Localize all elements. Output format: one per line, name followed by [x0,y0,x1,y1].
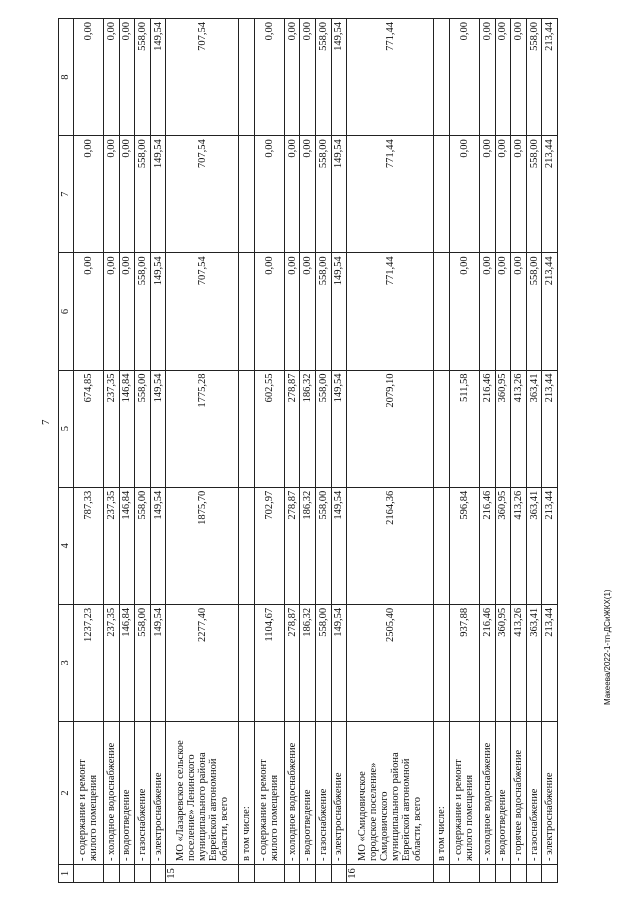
column-header: 8 [59,19,74,136]
value-cell [434,487,450,604]
value-cell: 558,00 [315,487,331,604]
row-label: - водоотведение [119,722,135,865]
row-index [300,865,316,883]
value-cell [239,604,255,721]
value-cell: 558,00 [315,136,331,253]
tariff-table [58,18,558,883]
table-row [331,19,347,883]
value-cell: 1875,70 [166,487,239,604]
table-row [542,19,558,883]
value-cell: 0,00 [254,253,284,370]
value-cell: 149,54 [331,136,347,253]
table-row [315,19,331,883]
row-index [315,865,331,883]
value-cell: 0,00 [479,253,495,370]
row-label: - содержание и ремонт жилого помещения [74,722,104,865]
value-cell: 237,35 [103,604,119,721]
value-cell [239,253,255,370]
value-cell: 213,44 [542,253,558,370]
row-label: - водоотведение [495,722,511,865]
value-cell: 707,54 [166,253,239,370]
value-cell: 213,44 [542,604,558,721]
value-cell: 0,00 [300,19,316,136]
value-cell: 1104,67 [254,604,284,721]
column-header: 2 [59,722,74,865]
value-cell: 602,55 [254,370,284,487]
value-cell: 363,41 [526,370,542,487]
row-label: - холодное водоснабжение [103,722,119,865]
row-label: - водоотведение [300,722,316,865]
value-cell: 216,46 [479,370,495,487]
value-cell [434,604,450,721]
table-row [103,19,119,883]
value-cell: 0,00 [119,19,135,136]
value-cell: 216,46 [479,604,495,721]
value-cell: 674,85 [74,370,104,487]
row-label: - электроснабжение [150,722,166,865]
row-label: - электроснабжение [331,722,347,865]
row-index [239,865,255,883]
row-index [74,865,104,883]
value-cell: 596,84 [449,487,479,604]
row-index [135,865,151,883]
value-cell [434,136,450,253]
value-cell: 0,00 [300,136,316,253]
value-cell: 0,00 [449,136,479,253]
column-header: 4 [59,487,74,604]
column-header: 1 [59,865,74,883]
value-cell: 0,00 [103,136,119,253]
row-index [434,865,450,883]
row-index [119,865,135,883]
row-label: - горячее водоснабжение [511,722,527,865]
value-cell: 558,00 [135,19,151,136]
value-cell [434,370,450,487]
row-label: - содержание и ремонт жилого помещения [254,722,284,865]
row-label: - холодное водоснабжение [284,722,300,865]
row-index [479,865,495,883]
value-cell: 149,54 [331,19,347,136]
value-cell: 771,44 [347,19,434,136]
value-cell [239,487,255,604]
table-row [434,19,450,883]
value-cell: 413,26 [511,604,527,721]
column-header: 6 [59,253,74,370]
value-cell: 707,54 [166,136,239,253]
value-cell: 0,00 [479,19,495,136]
value-cell: 149,54 [150,19,166,136]
row-index [511,865,527,883]
value-cell: 558,00 [135,370,151,487]
row-label: - газоснабжение [315,722,331,865]
value-cell: 149,54 [331,487,347,604]
value-cell: 213,44 [542,136,558,253]
row-label: - холодное водоснабжение [479,722,495,865]
value-cell: 149,54 [331,370,347,487]
value-cell [434,253,450,370]
page-number: 7 [40,419,52,425]
value-cell: 0,00 [74,253,104,370]
table-row [135,19,151,883]
value-cell: 0,00 [495,19,511,136]
value-cell: 0,00 [495,253,511,370]
value-cell: 0,00 [119,136,135,253]
value-cell: 787,33 [74,487,104,604]
value-cell: 186,32 [300,487,316,604]
table-row [347,19,434,883]
value-cell: 558,00 [135,487,151,604]
table-row [495,19,511,883]
row-index [495,865,511,883]
table-row [119,19,135,883]
value-cell: 558,00 [315,370,331,487]
value-cell: 0,00 [119,253,135,370]
value-cell: 0,00 [254,136,284,253]
value-cell: 0,00 [449,19,479,136]
value-cell: 213,44 [542,19,558,136]
row-index [103,865,119,883]
value-cell: 149,54 [150,604,166,721]
row-label: в том числе: [239,722,255,865]
value-cell: 278,87 [284,487,300,604]
value-cell: 558,00 [526,19,542,136]
column-header: 7 [59,136,74,253]
value-cell [239,136,255,253]
row-index: 15 [166,865,239,883]
value-cell: 186,32 [300,604,316,721]
value-cell: 558,00 [526,136,542,253]
value-cell [239,370,255,487]
value-cell [239,19,255,136]
value-cell: 2505,40 [347,604,434,721]
value-cell: 0,00 [103,19,119,136]
value-cell: 0,00 [284,253,300,370]
value-cell: 149,54 [150,370,166,487]
row-index [284,865,300,883]
row-label: в том числе: [434,722,450,865]
row-label: МО «Смидовичское городское поселение» Смидовичского муниципального района Еврейской автономной области, всего [347,722,434,865]
value-cell: 558,00 [135,604,151,721]
header-row [59,19,74,883]
value-cell: 937,88 [449,604,479,721]
table-row [166,19,239,883]
value-cell: 771,44 [347,253,434,370]
table-row [239,19,255,883]
value-cell: 237,35 [103,370,119,487]
value-cell: 558,00 [315,604,331,721]
value-cell: 0,00 [511,19,527,136]
value-cell: 771,44 [347,136,434,253]
row-index [526,865,542,883]
value-cell: 149,54 [331,604,347,721]
value-cell: 0,00 [511,136,527,253]
row-label: - содержание и ремонт жилого помещения [449,722,479,865]
table-row [300,19,316,883]
value-cell: 146,84 [119,487,135,604]
value-cell: 278,87 [284,604,300,721]
table-row [479,19,495,883]
value-cell: 2079,10 [347,370,434,487]
value-cell: 360,95 [495,487,511,604]
table-row [74,19,104,883]
value-cell: 558,00 [135,253,151,370]
table-row [254,19,284,883]
table-row [526,19,542,883]
row-label: - газоснабжение [526,722,542,865]
row-index: 16 [347,865,434,883]
value-cell: 0,00 [74,136,104,253]
table-row [284,19,300,883]
value-cell: 0,00 [254,19,284,136]
value-cell: 360,95 [495,370,511,487]
table-row [511,19,527,883]
value-cell: 2277,40 [166,604,239,721]
value-cell: 0,00 [479,136,495,253]
value-cell: 558,00 [526,253,542,370]
value-cell: 216,46 [479,487,495,604]
row-label: - электроснабжение [542,722,558,865]
value-cell: 149,54 [150,136,166,253]
value-cell: 702,97 [254,487,284,604]
tariff-table-wrapper [58,18,558,883]
footer-path: Макеева/2022-1-тп-ДСиЖКХ(1) [603,589,612,705]
table-row [150,19,166,883]
value-cell: 149,54 [150,253,166,370]
row-index [254,865,284,883]
value-cell: 149,54 [331,253,347,370]
value-cell: 0,00 [449,253,479,370]
value-cell: 213,44 [542,370,558,487]
value-cell: 186,32 [300,370,316,487]
column-header: 3 [59,604,74,721]
value-cell: 511,58 [449,370,479,487]
value-cell: 558,00 [135,136,151,253]
value-cell: 363,41 [526,604,542,721]
row-label: МО «Лазаревское сельское поселение» Ленинского муниципального района Еврейской автономной области, всего [166,722,239,865]
column-header: 5 [59,370,74,487]
value-cell: 363,41 [526,487,542,604]
table-row [449,19,479,883]
value-cell: 149,54 [150,487,166,604]
row-index [331,865,347,883]
value-cell: 213,44 [542,487,558,604]
value-cell: 0,00 [74,19,104,136]
value-cell: 707,54 [166,19,239,136]
value-cell: 0,00 [495,136,511,253]
value-cell: 360,95 [495,604,511,721]
value-cell: 413,26 [511,487,527,604]
value-cell [434,19,450,136]
row-index [150,865,166,883]
row-index [542,865,558,883]
row-label: - газоснабжение [135,722,151,865]
row-index [449,865,479,883]
value-cell: 237,35 [103,487,119,604]
value-cell: 278,87 [284,370,300,487]
value-cell: 1775,28 [166,370,239,487]
value-cell: 1237,23 [74,604,104,721]
value-cell: 0,00 [284,136,300,253]
value-cell: 0,00 [511,253,527,370]
value-cell: 0,00 [300,253,316,370]
value-cell: 558,00 [315,19,331,136]
value-cell: 413,26 [511,370,527,487]
value-cell: 146,84 [119,604,135,721]
value-cell: 558,00 [315,253,331,370]
value-cell: 0,00 [103,253,119,370]
value-cell: 0,00 [284,19,300,136]
value-cell: 2164,36 [347,487,434,604]
value-cell: 146,84 [119,370,135,487]
